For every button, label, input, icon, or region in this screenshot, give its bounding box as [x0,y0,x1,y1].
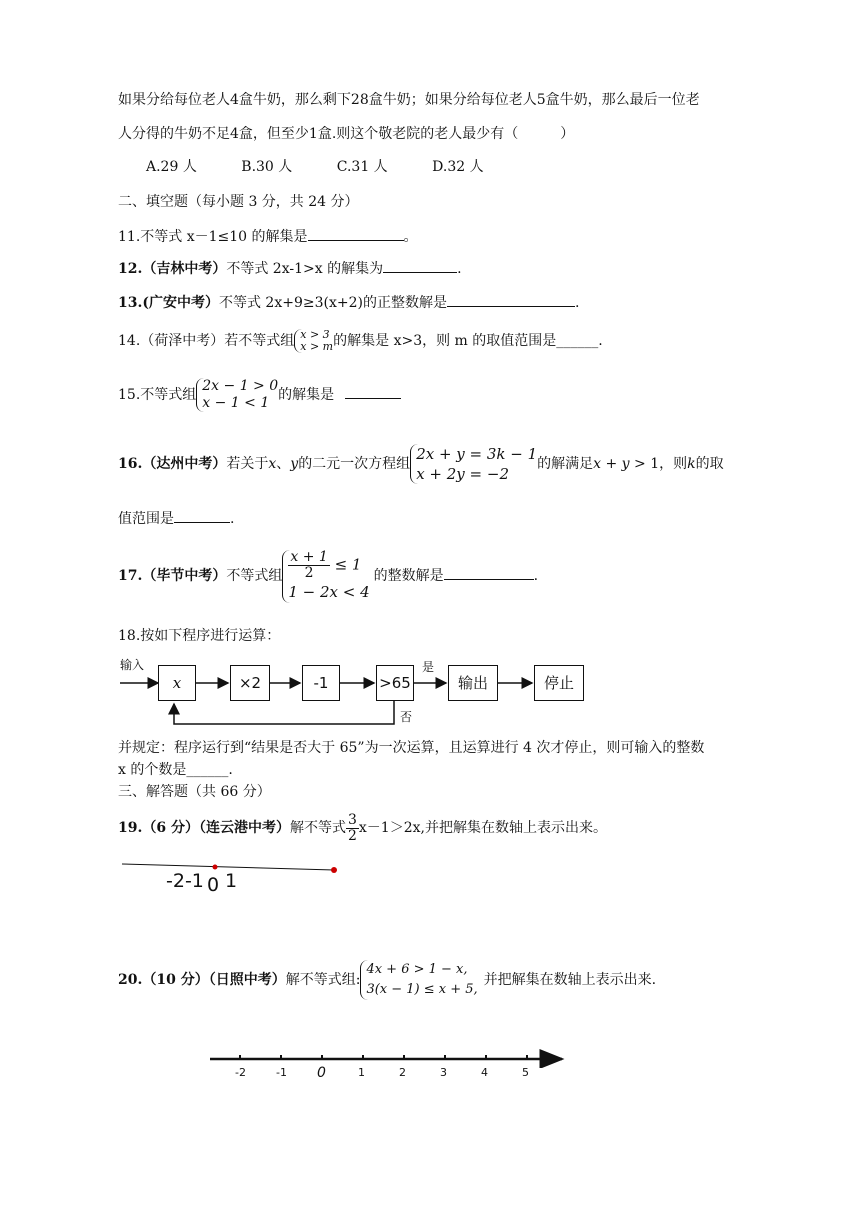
q20-row1: 4x + 6 > 1 − x, [366,962,468,977]
q12-text: 不等式 2x-1>x 的解集为 [226,261,384,277]
q19-axis-one: 1 [225,870,238,892]
tick-label: -2 [235,1066,246,1079]
q10-line2: 人分得的牛奶不足4盒，但至少1盒.则这个敬老院的老人最少有（ ） [118,126,575,142]
q11 [118,226,418,247]
section3-heading: 三、解答题（共 66 分） [118,784,271,800]
q16-end: . [230,511,235,527]
q10-options [146,157,484,177]
tick-label: -1 [276,1066,287,1079]
q16-t2: 的二元一次方程组 [298,456,411,472]
q19-frac-den: 2 [347,827,357,844]
tick-label: 3 [440,1066,447,1079]
q16 [118,442,724,486]
q17-row2: 1 − 2x < 4 [288,582,370,601]
option-a: A.29 人 [146,159,197,175]
q13-end: . [574,295,580,311]
q19-source: （连云港中考） [198,820,290,836]
box-stop: 停止 [534,665,584,701]
q19-frac-num: 3 [347,811,357,828]
tick-label: 1 [358,1066,365,1079]
box-x: x [158,665,196,701]
q14-row1: x > 3 [300,328,330,341]
flowchart [118,656,598,728]
q17-num: 17. [118,568,143,584]
q12-num: 12. [118,261,143,277]
section2-heading: 二、填空题（每小题 3 分，共 24 分） [118,194,359,210]
q20-t2: 并把解集在数轴上表示出来. [483,972,657,988]
q16-row2: x + 2y = −2 [416,465,509,483]
yes-label: 是 [422,660,435,674]
q18-rule2: x 的个数是______. [118,762,233,778]
q15 [118,376,401,414]
box-minus1: -1 [302,665,340,701]
q17-t2: 的整数解是 [373,568,444,584]
tick-label: 0 [317,1065,326,1081]
q13 [118,292,579,313]
q20-number-line [210,1048,570,1088]
q16-sep: 、 [276,456,291,472]
box-gt65: >65 [376,665,414,701]
tick-label: 4 [481,1066,488,1079]
q19-number-line [120,860,350,900]
q16-num: 16. [118,456,143,472]
option-d: D.32 人 [432,159,484,175]
q17-le: ≤ 1 [334,555,362,573]
tick-label: 5 [522,1066,529,1079]
answer-blank [308,226,404,241]
answer-blank [447,292,575,307]
q19-t2: x－1＞2x,并把解集在数轴上表示出来。 [358,820,607,836]
q17-t1: 不等式组 [226,568,283,584]
q16-t5: 的取 [695,456,724,472]
q12-source: （吉林中考） [142,261,227,277]
q19-score: （6 分） [142,820,199,836]
q17-frac-den: 2 [304,564,314,581]
q20-t1: 解不等式组: [285,972,361,988]
q12-end: . [457,261,462,277]
q20 [118,958,656,1002]
q20-axis [210,1048,570,1068]
answer-blank [345,384,401,399]
q19-t1: 解不等式 [289,820,346,836]
q16-row1: 2x + y = 3k − 1 [416,445,538,463]
q20-score: （10 分） [142,972,209,988]
q18-title: 18.按如下程序进行运算： [118,628,281,644]
q17-row1 [288,550,369,581]
q20-num: 20. [118,972,143,988]
answer-blank [383,258,457,273]
q13-num: 13. [118,295,143,311]
no-label: 否 [400,710,413,724]
box-output: 输出 [448,665,498,701]
q14-row2: x > m [300,340,334,353]
answer-blank [174,508,230,523]
q16-k: k [687,456,696,472]
q15-suffix: 的解集是 [278,387,335,403]
q12 [118,258,462,279]
q16-t4: > 1，则 [634,456,688,472]
q20-system [360,960,477,1000]
q16-line2 [118,508,234,529]
q19-fraction [346,813,359,844]
q13-text: 不等式 2x+9≥3(x+2)的正整数解是 [218,295,447,311]
answer-blank [444,565,534,580]
q20-source: （日照中考） [208,972,286,988]
q19-axis-neg-labels: -2-1 [166,870,204,892]
q16-cond: x + y [593,456,630,472]
q17-source: （毕节中考） [142,568,227,584]
q10-line1: 如果分给每位老人4盒牛奶，那么剩下28盒牛奶；如果分给每位老人5盒牛奶，那么最后一位老 [118,92,700,108]
q15-row2: x − 1 < 1 [202,395,270,411]
q17-frac-num: x + 1 [290,548,328,565]
q19-num: 19. [118,820,143,836]
q14-prefix: 14.（荷泽中考）若不等式组 [118,333,295,349]
q15-row1: 2x − 1 > 0 [202,378,279,394]
q14 [118,326,603,356]
q19 [118,810,607,846]
q19-axis-zero: 0 [207,874,220,896]
q17-fraction [288,550,329,581]
box-times2: ×2 [230,665,270,701]
q15-prefix: 15.不等式组 [118,387,197,403]
option-c: C.31 人 [336,159,388,175]
q15-system [196,378,278,412]
q20-row2: 3(x − 1) ≤ x + 5, [366,982,478,997]
q17 [118,544,538,608]
q16-t3: 的解满足 [537,456,594,472]
q16-t1: 若关于 [226,456,269,472]
q14-system [294,329,333,353]
input-label: 输入 [120,658,145,672]
q16-system [410,444,537,484]
q17-system [282,550,373,603]
q14-suffix: 的解集是 x>3，则 m 的取值范围是______. [333,333,603,349]
q11-end: 。 [403,229,418,245]
tick-label: 2 [399,1066,406,1079]
option-b: B.30 人 [241,159,293,175]
q13-source: (广安中考） [142,295,219,311]
q18-rule1: 并规定：程序运行到“结果是否大于 65”为一次运算，且运算进行 4 次才停止，则可输入的整数 [118,740,705,756]
q16-x: x [268,456,277,472]
q16-y: y [290,456,299,472]
q17-end: . [533,568,539,584]
q16-line2-text: 值范围是 [118,511,174,527]
q16-source: （达州中考） [142,456,227,472]
q11-text: 11.不等式 x－1≤10 的解集是 [118,229,308,245]
